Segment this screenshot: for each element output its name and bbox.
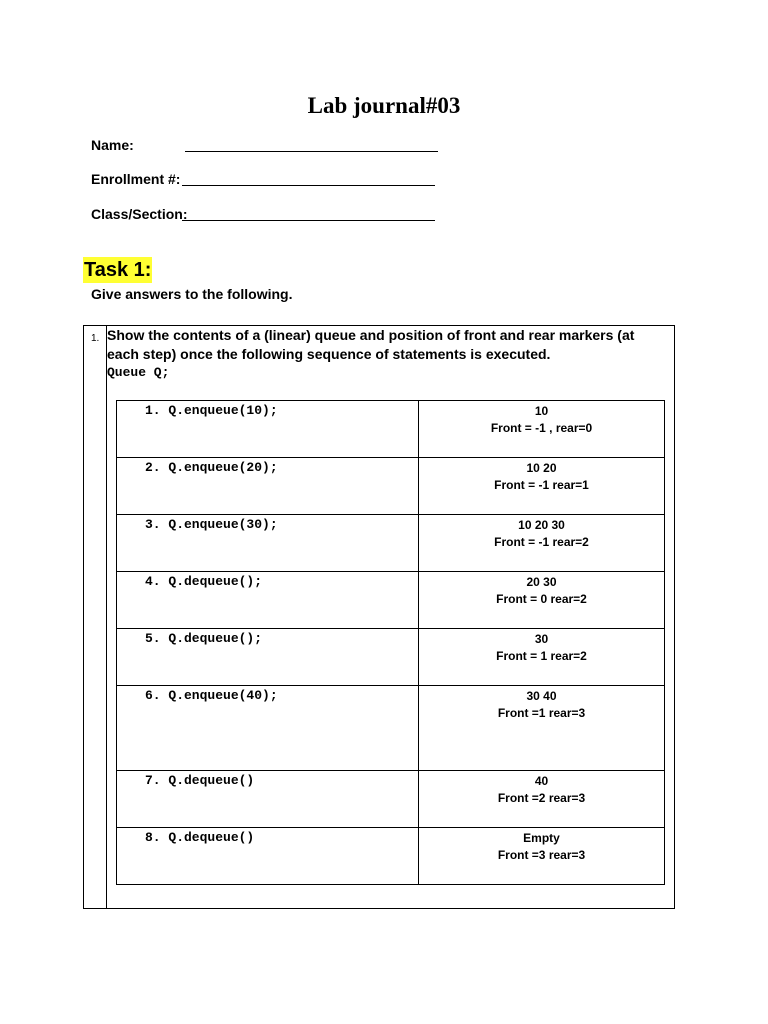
step-code: 1. Q.enqueue(10); (117, 401, 419, 458)
table-row (117, 572, 665, 629)
question-number-divider (106, 325, 107, 908)
queue-contents: 30 40 (526, 689, 557, 703)
queue-markers: Front =2 rear=3 (497, 791, 586, 805)
step-result (419, 629, 665, 686)
table-row (117, 401, 665, 458)
enrollment-field-line[interactable] (182, 185, 435, 186)
task-heading: Task 1: (84, 259, 152, 281)
table-row (117, 686, 665, 771)
step-result (419, 828, 665, 885)
queue-markers: Front =1 rear=3 (497, 706, 586, 720)
page-title: Lab journal#03 (307, 93, 461, 118)
step-code: 2. Q.enqueue(20); (117, 458, 419, 515)
table-row (117, 458, 665, 515)
step-code: 6. Q.enqueue(40); (117, 686, 419, 771)
queue-contents: 10 (534, 404, 549, 418)
queue-markers: Front = -1 rear=1 (494, 478, 589, 492)
step-result (419, 572, 665, 629)
queue-markers: Front = 1 rear=2 (496, 649, 587, 663)
name-label: Name: (91, 137, 134, 153)
task-intro: Give answers to the following. (91, 286, 293, 302)
step-code: 8. Q.dequeue() (117, 828, 419, 885)
step-result (419, 686, 665, 771)
table-row (117, 828, 665, 885)
table-row (117, 629, 665, 686)
queue-markers: Front =3 rear=3 (497, 848, 586, 862)
step-code: 4. Q.dequeue(); (117, 572, 419, 629)
queue-contents: Empty (523, 831, 560, 845)
queue-markers: Front = -1 , rear=0 (490, 421, 593, 435)
step-result (419, 458, 665, 515)
name-field-line[interactable] (185, 151, 438, 152)
class-section-label: Class/Section: (91, 206, 188, 222)
table-row (117, 515, 665, 572)
class-section-field-line[interactable] (182, 220, 435, 221)
step-code: 7. Q.dequeue() (117, 771, 419, 828)
step-result (419, 771, 665, 828)
steps-table (116, 400, 665, 885)
queue-markers: Front = 0 rear=2 (496, 592, 587, 606)
queue-contents: 30 (534, 632, 549, 646)
question-number: 1. (91, 333, 100, 344)
queue-declaration: Queue Q; (107, 365, 170, 380)
enrollment-label: Enrollment #: (91, 171, 181, 187)
queue-contents: 40 (534, 774, 549, 788)
queue-contents: 10 20 30 (518, 518, 565, 532)
step-result (419, 515, 665, 572)
queue-contents: 10 20 (526, 461, 557, 475)
step-code: 3. Q.enqueue(30); (117, 515, 419, 572)
step-code: 5. Q.dequeue(); (117, 629, 419, 686)
step-result (419, 401, 665, 458)
question-text: Show the contents of a (linear) queue and position of front and rear markers (at each step) once the following sequence of statements is executed. (107, 327, 635, 362)
queue-contents: 20 30 (526, 575, 557, 589)
table-row (117, 771, 665, 828)
queue-markers: Front = -1 rear=2 (494, 535, 589, 549)
